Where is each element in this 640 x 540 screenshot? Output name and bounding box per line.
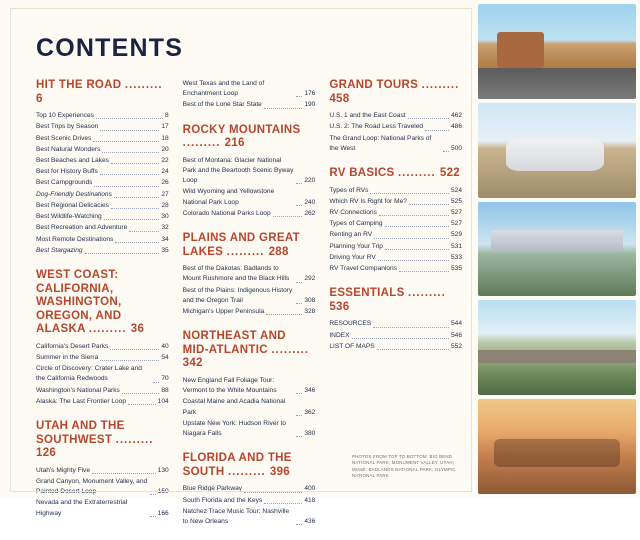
toc-entry[interactable] bbox=[183, 307, 316, 317]
toc-leader-dots bbox=[385, 226, 450, 227]
toc-leader-dots bbox=[153, 382, 159, 383]
toc-entry-page: 527 bbox=[451, 220, 463, 228]
toc-entry[interactable] bbox=[36, 201, 169, 211]
contents-section bbox=[183, 79, 316, 111]
toc-entry-page: 400 bbox=[304, 485, 316, 493]
toc-leader-dots bbox=[110, 349, 159, 350]
toc-leader-dots bbox=[373, 327, 449, 328]
toc-entry[interactable] bbox=[36, 466, 169, 476]
heading-page-number: 536 bbox=[329, 300, 350, 313]
toc-entry-page: 40 bbox=[161, 342, 169, 350]
section-heading[interactable]: FLORIDA AND THE SOUTH ......... 396 bbox=[182, 452, 292, 478]
toc-entry-page: 54 bbox=[161, 354, 169, 361]
heading-page-number: 36 bbox=[130, 323, 145, 336]
toc-entry[interactable] bbox=[183, 156, 316, 187]
toc-entry[interactable] bbox=[36, 167, 169, 177]
contents-column-1 bbox=[36, 79, 169, 540]
toc-entry[interactable] bbox=[183, 419, 316, 439]
toc-leader-dots bbox=[111, 163, 159, 164]
toc-entry[interactable] bbox=[183, 397, 316, 417]
contents-section bbox=[183, 452, 316, 527]
toc-leader-dots bbox=[296, 205, 302, 206]
toc-entry[interactable] bbox=[329, 264, 462, 274]
toc-entry-page: 262 bbox=[304, 209, 316, 217]
toc-entry-page: 462 bbox=[451, 112, 463, 120]
toc-entry-label: California's Desert Parks bbox=[36, 342, 109, 350]
toc-entry-page: 20 bbox=[161, 145, 169, 153]
toc-leader-dots bbox=[115, 242, 159, 243]
toc-entry[interactable] bbox=[36, 145, 169, 155]
toc-entry[interactable] bbox=[183, 286, 316, 306]
toc-leader-dots bbox=[399, 271, 449, 272]
toc-leader-dots bbox=[264, 503, 302, 504]
toc-leader-dots bbox=[296, 415, 302, 416]
toc-entry-page: 328 bbox=[304, 308, 316, 316]
heading-leader: ......... bbox=[182, 137, 225, 150]
toc-entry-page: 535 bbox=[451, 265, 463, 273]
toc-entry-label: South Florida and the Keys bbox=[182, 496, 263, 504]
toc-entry-page: 28 bbox=[161, 201, 169, 209]
toc-leader-dots bbox=[443, 151, 449, 152]
toc-entry-page: 34 bbox=[161, 235, 169, 243]
toc-entry-page: 8 bbox=[165, 112, 169, 120]
heading-leader: ......... bbox=[421, 79, 460, 91]
toc-entry[interactable] bbox=[329, 197, 462, 207]
toc-entry[interactable] bbox=[36, 190, 169, 200]
toc-entry-label: Best of the Dakotas: Badlands to Mount Rushmore and the Black Hills bbox=[182, 265, 290, 283]
toc-entry-label: Best Wildlife-Watching bbox=[36, 213, 102, 221]
toc-entry-label: Most Remote Destinations bbox=[36, 235, 114, 243]
toc-entry[interactable] bbox=[329, 342, 462, 352]
contents-section bbox=[36, 269, 169, 407]
toc-entry-label: Alaska: The Last Frontier Loop bbox=[36, 397, 127, 405]
toc-entry-page: 150 bbox=[157, 488, 169, 496]
toc-entry-page: 308 bbox=[304, 296, 316, 304]
toc-entry[interactable] bbox=[183, 100, 316, 110]
section-heading[interactable]: NORTHEAST AND MID-ATLANTIC ......... 342 bbox=[182, 330, 310, 370]
toc-entry-label: Natchez Trace Music Tour: Nashville to New Orleans bbox=[182, 507, 290, 526]
toc-entry-label: Best Stargazing bbox=[36, 246, 83, 254]
toc-leader-dots bbox=[296, 96, 302, 97]
toc-entry-label: The Grand Loop: National Parks of the West bbox=[329, 134, 432, 152]
toc-leader-dots bbox=[296, 282, 302, 283]
toc-leader-dots bbox=[150, 516, 156, 517]
page-title: CONTENTS bbox=[36, 34, 184, 62]
toc-entry-page: 533 bbox=[451, 253, 463, 261]
toc-entry-label: Blue Ridge Parkway bbox=[182, 485, 243, 493]
heading-leader: ......... bbox=[88, 323, 131, 336]
toc-entry-label: INDEX bbox=[329, 331, 350, 339]
heading-leader: ......... bbox=[115, 433, 154, 446]
toc-entry-label: Best Trips by Season bbox=[36, 123, 99, 131]
toc-entry[interactable] bbox=[329, 111, 462, 121]
toc-leader-dots bbox=[377, 349, 449, 350]
toc-leader-dots bbox=[379, 215, 449, 216]
section-heading[interactable]: PLAINS AND GREAT LAKES ......... 288 bbox=[182, 232, 300, 258]
toc-leader-dots bbox=[129, 231, 159, 232]
toc-leader-dots bbox=[385, 249, 449, 250]
toc-entry-label: RESOURCES bbox=[329, 320, 372, 328]
toc-entry-page: 17 bbox=[161, 123, 169, 131]
heading-leader: ......... bbox=[226, 245, 269, 258]
toc-entry[interactable] bbox=[329, 253, 462, 263]
section-heading[interactable]: ESSENTIALS ......... 536 bbox=[329, 287, 446, 313]
toc-leader-dots bbox=[92, 473, 156, 474]
contents-section bbox=[329, 287, 462, 352]
toc-entry-page: 18 bbox=[161, 134, 169, 142]
toc-entry[interactable] bbox=[329, 319, 462, 329]
toc-entry-page: 70 bbox=[161, 375, 169, 383]
toc-entry-page: 380 bbox=[304, 430, 316, 438]
toc-entry-label: New England Fall Foliage Tour: Vermont to the White Mountains bbox=[182, 377, 277, 395]
toc-entry-page: 527 bbox=[451, 209, 463, 216]
toc-entry-page: 240 bbox=[304, 198, 316, 206]
heading-page-number: 126 bbox=[36, 447, 57, 460]
toc-leader-dots bbox=[244, 492, 302, 493]
toc-entry-label: Best Recreation and Adventure bbox=[36, 224, 128, 232]
toc-entry[interactable] bbox=[183, 187, 316, 207]
toc-entry[interactable] bbox=[329, 219, 462, 229]
toc-leader-dots bbox=[296, 436, 302, 437]
toc-leader-dots bbox=[104, 219, 160, 220]
toc-leader-dots bbox=[374, 238, 449, 239]
toc-entry-label: Best of Montana: Glacier National Park and the Beartooth Scenic Byway Loop bbox=[182, 156, 294, 185]
toc-entry[interactable] bbox=[183, 507, 316, 527]
heading-page-number: 396 bbox=[269, 465, 290, 478]
toc-entry-page: 104 bbox=[157, 397, 169, 405]
toc-entry-page: 24 bbox=[161, 168, 169, 176]
contents-column-2 bbox=[183, 79, 316, 540]
contents-section bbox=[329, 167, 462, 274]
toc-leader-dots bbox=[111, 208, 159, 209]
toc-entry-page: 486 bbox=[451, 123, 463, 131]
heading-leader: ......... bbox=[227, 465, 270, 478]
toc-leader-dots bbox=[296, 303, 302, 304]
toc-entry[interactable] bbox=[183, 484, 316, 494]
toc-leader-dots bbox=[409, 204, 449, 205]
toc-entry[interactable] bbox=[36, 134, 169, 144]
contents-section bbox=[183, 232, 316, 317]
toc-entry-label: Best of the Plains: Indigenous History and the Oregon Trail bbox=[182, 286, 293, 304]
toc-entry[interactable] bbox=[329, 331, 462, 341]
toc-entry-page: 30 bbox=[161, 213, 169, 221]
toc-leader-dots bbox=[100, 130, 159, 131]
toc-leader-dots bbox=[370, 193, 449, 194]
toc-entry-label: RV Connections bbox=[329, 209, 377, 216]
toc-entry-label: Which RV Is Right for Me? bbox=[329, 197, 407, 205]
toc-entry-page: 524 bbox=[451, 186, 463, 194]
heading-page-number: 522 bbox=[439, 167, 460, 179]
section-heading[interactable]: RV BASICS ......... 522 bbox=[329, 167, 460, 179]
toc-entry[interactable] bbox=[36, 212, 169, 222]
toc-leader-dots bbox=[100, 360, 159, 361]
heading-leader: ......... bbox=[408, 287, 446, 300]
toc-entry-page: 552 bbox=[451, 342, 463, 350]
toc-entry-page: 190 bbox=[304, 101, 316, 109]
section-heading[interactable]: HIT THE ROAD ......... 6 bbox=[36, 79, 163, 105]
photo-miami bbox=[478, 202, 636, 297]
toc-leader-dots bbox=[296, 183, 302, 184]
toc-entry-page: 220 bbox=[304, 177, 316, 185]
toc-entry-label: Dog-Friendly Destinations bbox=[36, 190, 112, 198]
toc-entry-page: 362 bbox=[304, 408, 316, 416]
toc-entry[interactable] bbox=[36, 246, 169, 256]
toc-entry-page: 88 bbox=[161, 386, 169, 394]
toc-entry-label: Grand Canyon, Monument Valley, and Painted Desert Loop bbox=[36, 478, 148, 496]
toc-entry-page: 26 bbox=[161, 179, 169, 187]
toc-entry-page: 35 bbox=[161, 246, 169, 254]
toc-leader-dots bbox=[102, 152, 159, 153]
toc-entry-page: 130 bbox=[157, 466, 169, 474]
photo-credit: PHOTOS FROM TOP TO BOTTOM: BIG BEND NATIONAL PARK; MONUMENT VALLEY, UTAH; MIAMI; BADLANDS NATIONAL PARK; OLYMPIC NATIONAL PARK bbox=[352, 453, 456, 479]
toc-entry-page: 525 bbox=[451, 197, 463, 205]
toc-entry-label: Best Regional Delicacies bbox=[36, 201, 109, 209]
toc-entry-page: 531 bbox=[451, 242, 463, 250]
toc-entry[interactable] bbox=[329, 230, 462, 240]
toc-entry-label: Utah's Mighty Five bbox=[36, 466, 91, 474]
toc-entry[interactable] bbox=[36, 397, 169, 407]
toc-entry-page: 529 bbox=[451, 231, 463, 239]
toc-leader-dots bbox=[94, 186, 159, 187]
toc-entry[interactable] bbox=[36, 178, 169, 188]
toc-entry-page: 176 bbox=[304, 90, 316, 98]
section-heading[interactable]: GRAND TOURS ......... 458 bbox=[329, 79, 460, 105]
contents-section bbox=[183, 330, 316, 439]
toc-entry[interactable] bbox=[329, 208, 462, 218]
photo-big-bend bbox=[478, 4, 636, 99]
toc-leader-dots bbox=[378, 260, 449, 261]
toc-entry-label: Best Campgrounds bbox=[36, 179, 93, 187]
contents-section bbox=[329, 79, 462, 154]
toc-entry[interactable] bbox=[329, 122, 462, 132]
photo-olympic bbox=[478, 399, 636, 494]
toc-leader-dots bbox=[96, 118, 163, 119]
toc-entry[interactable] bbox=[183, 209, 316, 219]
toc-leader-dots bbox=[296, 393, 302, 394]
toc-entry-label: Circle of Discovery: Crater Lake and the California Redwoods bbox=[36, 365, 142, 383]
toc-leader-dots bbox=[85, 253, 160, 254]
heading-page-number: 342 bbox=[182, 357, 203, 370]
toc-leader-dots bbox=[128, 404, 156, 405]
toc-entry[interactable] bbox=[36, 111, 169, 121]
photo-strip bbox=[478, 0, 640, 498]
toc-entry-label: Wild Wyoming and Yellowstone National Park Loop bbox=[182, 188, 275, 206]
heading-leader: ......... bbox=[124, 79, 163, 91]
toc-entry-label: Coastal Maine and Acadia National Park bbox=[182, 398, 286, 416]
toc-entry-page: 166 bbox=[157, 509, 169, 517]
toc-entry-label: Colorado National Parks Loop bbox=[182, 209, 271, 217]
toc-entry-label: Top 10 Experiences bbox=[36, 112, 94, 120]
toc-leader-dots bbox=[264, 108, 302, 109]
toc-leader-dots bbox=[273, 216, 303, 217]
toc-entry-page: 346 bbox=[304, 387, 316, 395]
toc-entry-label: Summer in the Sierra bbox=[36, 354, 99, 361]
toc-entry[interactable] bbox=[183, 264, 316, 284]
toc-entry[interactable] bbox=[183, 79, 316, 99]
toc-entry-label: Driving Your RV bbox=[329, 253, 376, 261]
toc-entry[interactable] bbox=[36, 122, 169, 132]
toc-entry[interactable] bbox=[36, 156, 169, 166]
section-heading[interactable]: WEST COAST: CALIFORNIA, WASHINGTON, OREGON, AND ALASKA ......... 36 bbox=[36, 268, 145, 336]
photo-monument-valley bbox=[478, 103, 636, 198]
toc-leader-dots bbox=[425, 130, 449, 131]
toc-entry-label: Best for History Buffs bbox=[36, 168, 98, 176]
toc-entry-label: Best Beaches and Lakes bbox=[36, 157, 109, 164]
toc-leader-dots bbox=[296, 524, 302, 525]
toc-entry[interactable] bbox=[36, 342, 169, 352]
toc-leader-dots bbox=[100, 174, 160, 175]
toc-entry-label: Nevada and the Extraterrestrial Highway bbox=[36, 499, 128, 517]
toc-entry-label: Best of the Lone Star State bbox=[182, 101, 262, 109]
toc-entry[interactable] bbox=[36, 223, 169, 233]
contents-section bbox=[36, 420, 169, 519]
toc-entry-label: Types of RVs bbox=[329, 186, 369, 194]
toc-entry-label: Michigan's Upper Peninsula bbox=[182, 308, 265, 316]
contents-section bbox=[183, 124, 316, 219]
section-heading[interactable]: ROCKY MOUNTAINS ......... 216 bbox=[182, 123, 301, 150]
toc-entry[interactable] bbox=[36, 353, 169, 363]
photo-badlands bbox=[478, 300, 636, 395]
toc-leader-dots bbox=[122, 393, 159, 394]
toc-entry-page: 32 bbox=[161, 224, 169, 232]
toc-entry[interactable] bbox=[36, 498, 169, 518]
toc-entry-page: 22 bbox=[161, 157, 169, 164]
toc-entry[interactable] bbox=[329, 134, 462, 154]
toc-leader-dots bbox=[352, 338, 450, 339]
toc-entry-label: U.S. 1 and the East Coast bbox=[329, 112, 406, 120]
toc-entry[interactable] bbox=[36, 477, 169, 497]
toc-entry-page: 27 bbox=[161, 190, 169, 198]
toc-entry-label: RV Travel Companions bbox=[329, 265, 398, 273]
toc-entry[interactable] bbox=[183, 496, 316, 506]
toc-entry-label: Planning Your Trip bbox=[329, 242, 383, 250]
toc-entry[interactable] bbox=[36, 364, 169, 384]
toc-entry[interactable] bbox=[36, 386, 169, 396]
contents-section bbox=[36, 79, 169, 256]
toc-entry-label: Upstate New York: Hudson River to Niagara Falls bbox=[182, 419, 287, 438]
toc-entry-label: Best Natural Wonders bbox=[36, 145, 101, 153]
toc-entry-page: 292 bbox=[304, 275, 316, 283]
toc-entry-page: 546 bbox=[451, 331, 463, 339]
toc-entry[interactable] bbox=[36, 235, 169, 245]
toc-entry[interactable] bbox=[329, 242, 462, 252]
toc-entry[interactable] bbox=[183, 376, 316, 396]
toc-leader-dots bbox=[93, 141, 159, 142]
heading-leader: ......... bbox=[271, 343, 310, 356]
toc-entry-label: Types of Camping bbox=[329, 220, 383, 228]
toc-entry-label: LIST OF MAPS bbox=[329, 342, 375, 350]
toc-entry-page: 436 bbox=[304, 518, 316, 526]
toc-entry-page: 418 bbox=[304, 496, 316, 504]
toc-entry-label: West Texas and the Land of Enchantment Loop bbox=[182, 80, 265, 98]
toc-entry-label: Washington's National Parks bbox=[36, 386, 120, 394]
toc-leader-dots bbox=[266, 314, 302, 315]
toc-leader-dots bbox=[408, 118, 449, 119]
toc-entry-label: Best Scenic Drives bbox=[36, 134, 92, 142]
toc-entry-label: Renting an RV bbox=[329, 231, 373, 239]
toc-entry-page: 500 bbox=[451, 144, 463, 152]
toc-entry[interactable] bbox=[329, 186, 462, 196]
toc-leader-dots bbox=[150, 494, 156, 495]
heading-page-number: 6 bbox=[36, 92, 43, 105]
heading-leader: ......... bbox=[397, 167, 440, 179]
toc-entry-page: 544 bbox=[451, 320, 463, 328]
toc-leader-dots bbox=[114, 197, 159, 198]
toc-entry-label: U.S. 2: The Road Less Traveled bbox=[329, 123, 424, 131]
section-heading[interactable]: UTAH AND THE SOUTHWEST ......... 126 bbox=[36, 420, 154, 460]
heading-page-number: 458 bbox=[329, 92, 350, 105]
heading-page-number: 216 bbox=[224, 137, 245, 150]
heading-page-number: 288 bbox=[268, 245, 289, 258]
